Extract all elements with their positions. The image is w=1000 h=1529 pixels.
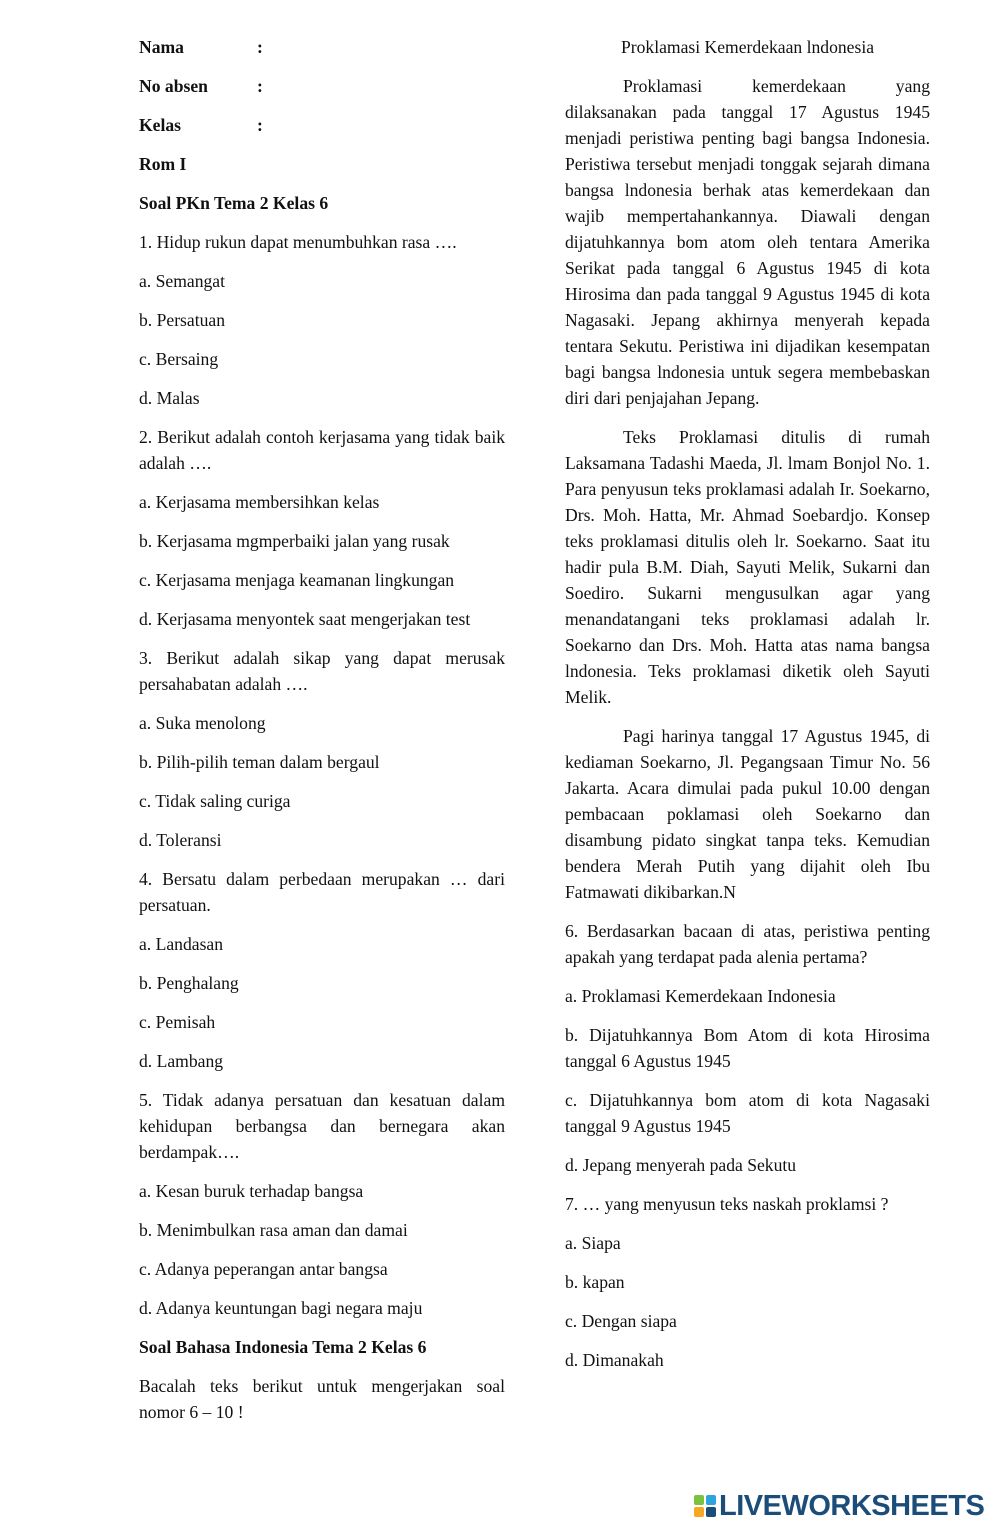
answer-option[interactable]: d. Adanya keuntungan bagi negara maju [139, 1298, 423, 1318]
liveworksheets-wordmark: LIVEWORKSHEETS [719, 1490, 985, 1522]
right-column [565, 34, 930, 1386]
name-field [139, 34, 505, 60]
question-2 [139, 424, 505, 632]
answer-option[interactable]: c. Bersaing [139, 349, 219, 369]
reading-paragraph: Proklamasi kemerdekaan yang dilaksanakan pada tanggal 17 Agustus 1945 menjadi peristiwa penting bagi bangsa Indonesia. Peristiwa tersebut menjadi tonggak sejarah dimana bangsa lndonesia berhak atas kemerdekaan dan wajib mempertahankannya. Diawali dengan dijatuhkannya bom atom oleh tentara Amerika Serikat pada tanggal 6 Agustus 1945 di kota Hirosima dan pada tanggal 9 Agustus 1945 di kota Nagasaki. Jepang akhirnya menyerah kepada tentara Sekutu. Peristiwa ini dijadikan kesempatan bagi bangsa lndonesia untuk segera membebaskan diri dari penjajahan Jepang. [565, 76, 930, 408]
answer-option[interactable]: d. Dimanakah [565, 1350, 664, 1370]
answer-option[interactable]: a. Proklamasi Kemerdekaan Indonesia [565, 986, 836, 1006]
answer-option[interactable]: a. Landasan [139, 934, 224, 954]
question-5 [139, 1087, 505, 1321]
field-label: Kelas [139, 115, 182, 135]
question-text: 3. Berikut adalah sikap yang dapat merusak persahabatan adalah …. [139, 648, 505, 694]
answer-option[interactable]: c. Pemisah [139, 1012, 216, 1032]
answer-option[interactable]: c. Dijatuhkannya bom atom di kota Nagasaki tanggal 9 Agustus 1945 [565, 1090, 930, 1136]
answer-option[interactable]: d. Kerjasama menyontek saat mengerjakan test [139, 609, 471, 629]
question-1 [139, 229, 505, 411]
answer-option[interactable]: a. Kesan buruk terhadap bangsa [139, 1181, 364, 1201]
answer-option[interactable]: c. Adanya peperangan antar bangsa [139, 1259, 388, 1279]
question-text: 1. Hidup rukun dapat menumbuhkan rasa …. [139, 232, 457, 252]
liveworksheets-logo-icon [694, 1495, 716, 1517]
question-text: 2. Berikut adalah contoh kerjasama yang tidak baik adalah …. [139, 427, 505, 473]
field-label: No absen [139, 76, 208, 96]
question-7 [565, 1191, 930, 1373]
question-text: 5. Tidak adanya persatuan dan kesatuan dalam kehidupan berbangsa dan bernegara akan berdampak…. [139, 1090, 505, 1162]
answer-option[interactable]: a. Kerjasama membersihkan kelas [139, 492, 380, 512]
answer-option[interactable]: b. Menimbulkan rasa aman dan damai [139, 1220, 408, 1240]
answer-option[interactable]: a. Siapa [565, 1233, 621, 1253]
question-text: 6. Berdasarkan bacaan di atas, peristiwa penting apakah yang terdapat pada alenia pertama? [565, 921, 930, 967]
answer-option[interactable]: d. Jepang menyerah pada Sekutu [565, 1155, 797, 1175]
room-label: Rom I [139, 154, 187, 174]
field-separator: : [257, 115, 263, 135]
answer-option[interactable]: b. Persatuan [139, 310, 225, 330]
kelas-field [139, 112, 505, 138]
answer-option[interactable]: b. Dijatuhkannya Bom Atom di kota Hirosima tanggal 6 Agustus 1945 [565, 1025, 930, 1071]
field-label: Nama [139, 37, 184, 57]
answer-option[interactable]: d. Malas [139, 388, 200, 408]
answer-option[interactable]: a. Semangat [139, 271, 225, 291]
answer-option[interactable]: c. Tidak saling curiga [139, 791, 291, 811]
answer-option[interactable]: c. Kerjasama menjaga keamanan lingkungan [139, 570, 455, 590]
left-column [139, 34, 505, 1438]
question-text: 7. … yang menyusun teks naskah proklamsi ? [565, 1194, 889, 1214]
answer-option[interactable]: b. Penghalang [139, 973, 239, 993]
question-text: 4. Bersatu dalam perbedaan merupakan … dari persatuan. [139, 869, 505, 915]
question-3 [139, 645, 505, 853]
answer-option[interactable]: d. Lambang [139, 1051, 224, 1071]
reading-paragraph: Pagi harinya tanggal 17 Agustus 1945, di kediaman Soekarno, Jl. Pegangsaan Timur No. 56 Jakarta. Acara dimulai pada pukul 10.00 dengan pembacaan poklamasi oleh Soekarno dan disambung pidato singkat tanpa teks. Kemudian bendera Merah Putih yang dijahit oleh Ibu Fatmawati dikibarkan.N [565, 726, 930, 902]
question-6 [565, 918, 930, 1178]
section-title-bahasa: Soal Bahasa Indonesia Tema 2 Kelas 6 [139, 1337, 427, 1357]
question-4 [139, 866, 505, 1074]
field-separator: : [257, 37, 263, 57]
answer-option[interactable]: b. Kerjasama mgmperbaiki jalan yang rusak [139, 531, 450, 551]
answer-option[interactable]: a. Suka menolong [139, 713, 266, 733]
reading-title: Proklamasi Kemerdekaan lndonesia [620, 37, 875, 57]
answer-option[interactable]: b. Pilih-pilih teman dalam bergaul [139, 752, 380, 772]
absen-field [139, 73, 505, 99]
answer-option[interactable]: b. kapan [565, 1272, 625, 1292]
answer-option[interactable]: d. Toleransi [139, 830, 222, 850]
liveworksheets-logo[interactable] [694, 1488, 984, 1524]
field-separator: : [257, 76, 263, 96]
answer-option[interactable]: c. Dengan siapa [565, 1311, 677, 1331]
reading-paragraph: Teks Proklamasi ditulis di rumah Laksamana Tadashi Maeda, Jl. lmam Bonjol No. 1. Para penyusun teks proklamasi adalah Ir. Soekarno, Drs. Moh. Hatta, Mr. Ahmad Soebardjo. Konsep teks proklamasi ditulis oleh lr. Soekarno. Saat itu hadir pula B.M. Diah, Sayuti Melik, Sukarni dan Soediro. Sukarni mengusulkan agar yang menandatangani teks proklamasi adalah lr. Soekarno dan Drs. Moh. Hatta atas nama bangsa lndonesia. Teks proklamasi diketik oleh Sayuti Melik. [565, 427, 930, 707]
reading-instruction: Bacalah teks berikut untuk mengerjakan soal nomor 6 – 10 ! [139, 1376, 505, 1422]
section-title-pkn: Soal PKn Tema 2 Kelas 6 [139, 193, 329, 213]
